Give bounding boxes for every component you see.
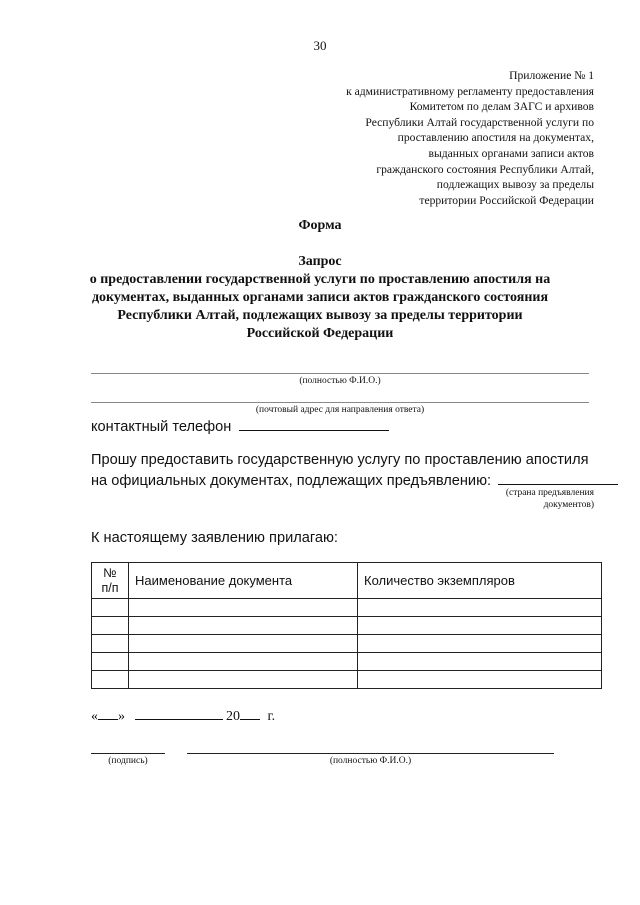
date-month-field[interactable] (135, 705, 223, 720)
col-number-label: п/п (101, 580, 119, 595)
fio-caption: (полностью Ф.И.О.) (299, 376, 381, 386)
table-row[interactable] (92, 671, 602, 689)
table-cell[interactable] (358, 653, 602, 671)
signature-fio-caption: (полностью Ф.И.О.) (329, 756, 412, 766)
table-cell[interactable] (129, 653, 358, 671)
appendix-line: Комитетом по делам ЗАГС и архивов (409, 100, 594, 114)
appendix-line: подлежащих вывозу за пределы (436, 178, 594, 192)
table-cell[interactable] (92, 653, 129, 671)
table-row[interactable] (92, 635, 602, 653)
table-cell[interactable] (358, 617, 602, 635)
address-field-line[interactable] (91, 402, 589, 403)
table-cell[interactable] (129, 599, 358, 617)
request-title (70, 253, 570, 343)
request-text-line-2-text: на официальных документах, подлежащих предъявлению: (91, 473, 492, 489)
country-caption (506, 487, 594, 511)
request-title-line: Республики Алтай, подлежащих вывозу за пределы территории (117, 308, 523, 323)
table-cell[interactable] (92, 599, 129, 617)
table-cell[interactable] (92, 671, 129, 689)
col-number-header (92, 563, 129, 599)
table-row[interactable] (92, 599, 602, 617)
appendix-line: проставлению апостиля на документах, (397, 131, 594, 145)
appendix-header (264, 68, 594, 208)
appendix-line: Приложение № 1 (509, 69, 594, 82)
table-cell[interactable] (129, 671, 358, 689)
table-cell[interactable] (129, 617, 358, 635)
date-open-quote: « (91, 709, 98, 724)
appendix-line: Республики Алтай государственной услуги по (365, 115, 594, 129)
country-caption-line: документов) (543, 500, 594, 510)
page-number: 30 (313, 38, 327, 53)
col-number-label: № (103, 565, 117, 580)
appendix-line: территории Российской Федерации (419, 193, 594, 207)
fio-field-line[interactable] (91, 373, 589, 374)
address-caption: (почтовый адрес для направления ответа) (255, 405, 425, 415)
table-cell[interactable] (358, 599, 602, 617)
date-year-field[interactable] (240, 705, 260, 720)
appendix-line: выданных органами записи актов (428, 146, 594, 160)
table-header-row (92, 563, 602, 599)
request-text-line-1: Прошу предоставить государственную услугу по проставлению апостиля (91, 452, 589, 468)
table-cell[interactable] (92, 635, 129, 653)
documents-table (91, 562, 602, 689)
table-cell[interactable] (129, 635, 358, 653)
date-row (91, 705, 275, 725)
table-row[interactable] (92, 653, 602, 671)
request-title-line: документах, выданных органами записи актов гражданского состояния (91, 290, 549, 305)
signature-fio-field-line[interactable] (187, 753, 554, 754)
col-name-header: Наименование документа (129, 563, 358, 599)
request-heading: Запрос (298, 254, 342, 269)
signature-caption: (подпись) (108, 756, 148, 766)
attachments-label: К настоящему заявлению прилагаю: (91, 530, 338, 546)
phone-label: контактный телефон (91, 419, 232, 435)
date-year-suffix: г. (267, 709, 276, 724)
date-day-field[interactable] (98, 705, 118, 720)
country-field[interactable] (498, 470, 618, 485)
country-caption-line: (страна предъявления (505, 488, 594, 498)
form-label: Форма (298, 218, 342, 233)
table-row[interactable] (92, 617, 602, 635)
phone-field[interactable] (239, 416, 389, 431)
request-title-line: Российской Федерации (246, 326, 394, 341)
appendix-line: к административному регламенту предоставления (346, 84, 594, 98)
phone-row (91, 416, 389, 435)
table-cell[interactable] (92, 617, 129, 635)
date-close-quote: » (118, 709, 125, 724)
table-cell[interactable] (358, 671, 602, 689)
date-year-prefix: 20 (226, 709, 240, 724)
signature-field-line[interactable] (91, 753, 165, 754)
appendix-line: гражданского состояния Республики Алтай, (376, 162, 594, 176)
col-quantity-header: Количество экземпляров (358, 563, 602, 599)
table-cell[interactable] (358, 635, 602, 653)
request-title-line: о предоставлении государственной услуги по проставлению апостиля на (89, 272, 551, 287)
